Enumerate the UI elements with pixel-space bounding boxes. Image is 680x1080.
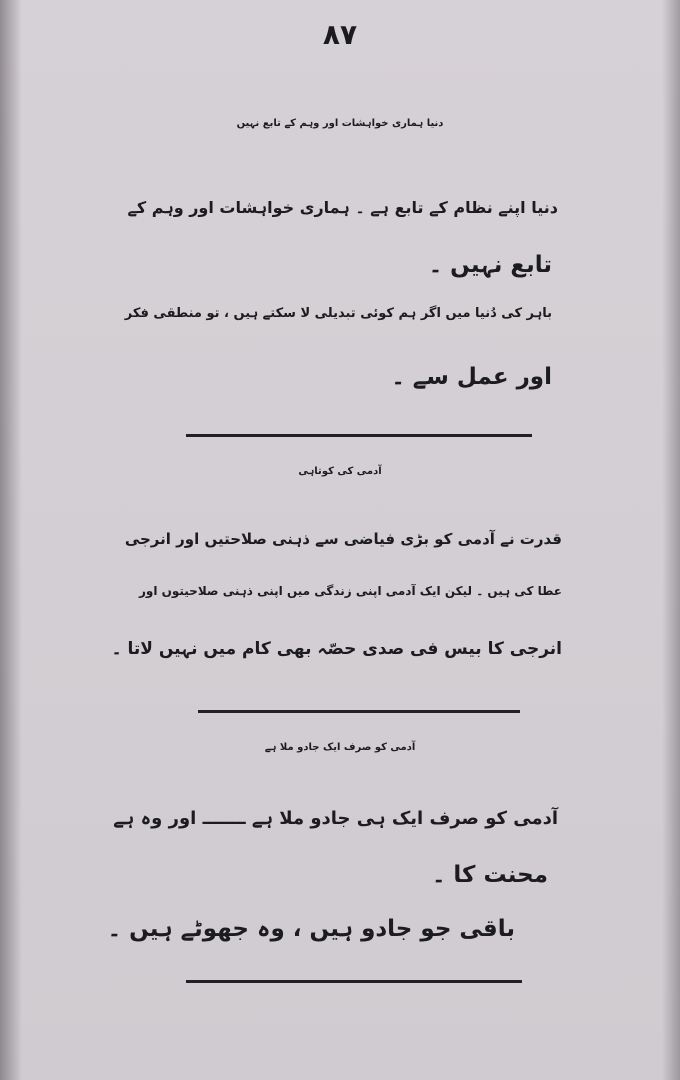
divider-rule-3 [186, 980, 522, 983]
section-1-heading: دنیا ہماری خواہشات اور وہم کے تابع نہیں [236, 118, 444, 129]
section-1-line-1: دنیا اپنے نظام کے تابع ہے ۔ ہماری خواہشات اور وہم کے [127, 198, 558, 217]
section-1-line-4: اور عمل سے ۔ [391, 364, 552, 390]
section-1-line-2: تابع نہیں ۔ [428, 252, 552, 278]
section-3-heading: آدمی کو صرف ایک جادو ملا ہے [264, 742, 416, 753]
section-3-line-1: آدمی کو صرف ایک ہی جادو ملا ہے ـــــــ اور وہ ہے [113, 808, 558, 829]
page-number: ۸۷ [322, 18, 358, 51]
section-3-line-2: محنت کا ۔ [431, 862, 548, 888]
section-2-line-3: انرجی کا بیس فی صدی حصّہ بھی کام میں نہیں لاتا ۔ [111, 639, 562, 659]
section-2-line-1: قدرت نے آدمی کو بڑی فیاضی سے ذہنی صلاحتیں اور انرجی [124, 530, 562, 548]
section-2-line-2: عطا کی ہیں ۔ لیکن ایک آدمی اپنی زندگی میں اپنی ذہنی صلاحیتوں اور [138, 584, 562, 598]
section-2-heading: آدمی کی کوتاہی [298, 466, 382, 477]
section-1-line-3: باہر کی دُنیا میں اگر ہم کوئی تبدیلی لا سکتے ہیں ، تو منطقی فکر [124, 306, 552, 321]
divider-rule-2 [198, 710, 520, 713]
section-3-line-3: باقی جو جادو ہیں ، وہ جھوٹے ہیں ۔ [107, 916, 515, 942]
divider-rule-1 [186, 434, 532, 437]
